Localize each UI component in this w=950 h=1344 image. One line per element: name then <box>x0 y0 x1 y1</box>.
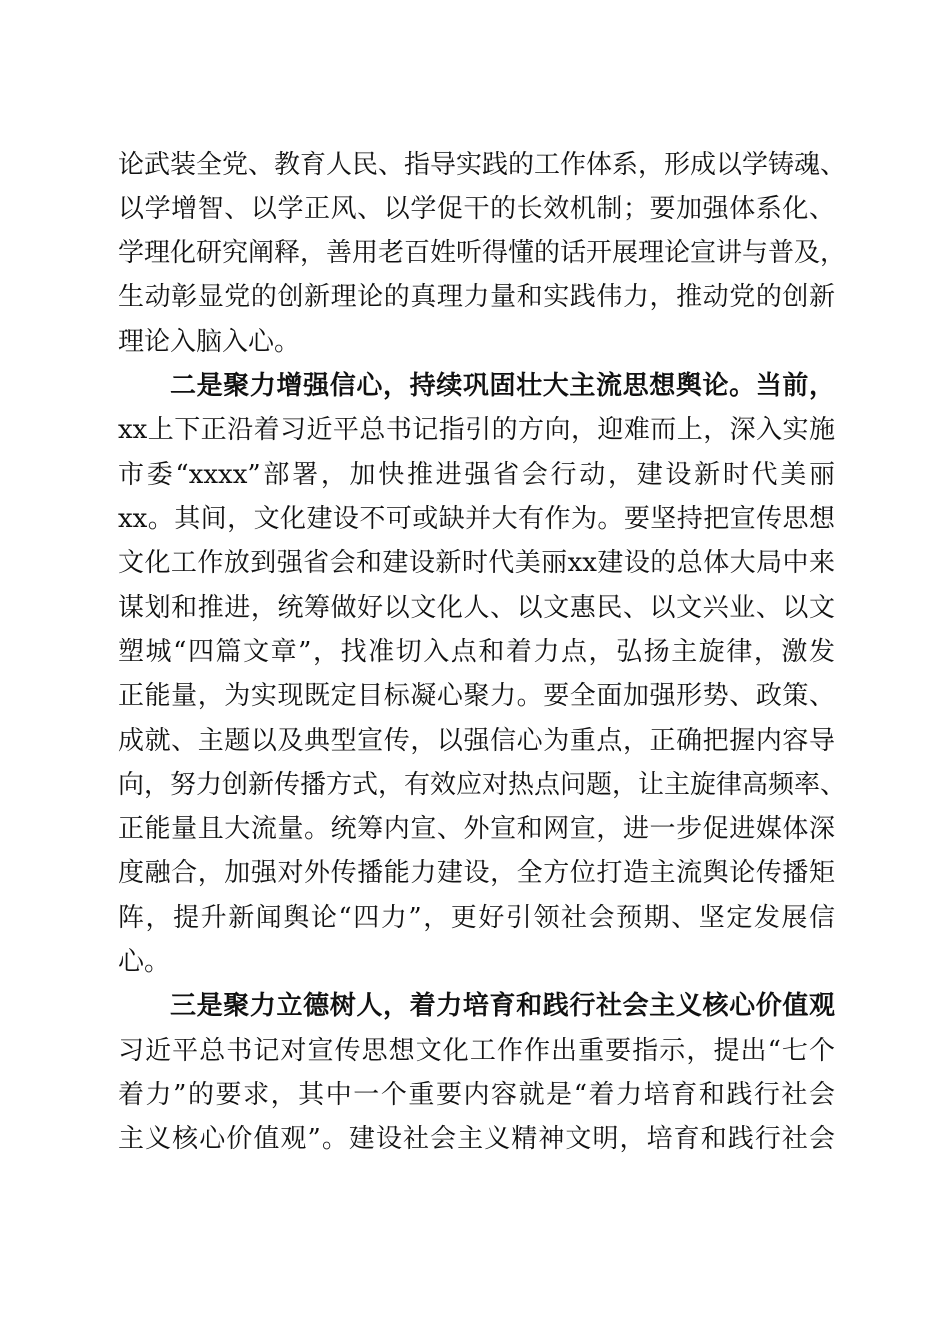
text-line: 文化工作放到强省会和建设新时代美丽xx建设的总体大局中来 <box>118 548 835 578</box>
text-line: 塑城“四篇文章”，找准切入点和着力点，弘扬主旋律，激发 <box>118 637 835 667</box>
text-line: 正能量，为实现既定目标凝心聚力。要全面加强形势、政策、 <box>118 681 835 711</box>
text-line: xx上下正沿着习近平总书记指引的方向，迎难而上，深入实施 <box>118 415 835 445</box>
text-line: 着力”的要求，其中一个重要内容就是“着力培育和践行社会 <box>118 1080 835 1110</box>
text-line: 阵，提升新闻舆论“四力”，更好引领社会预期、坚定发展信 <box>118 903 835 933</box>
text-line: 主义核心价值观”。建设社会主义精神文明，培育和践行社会 <box>118 1124 835 1154</box>
text-line: 以学增智、以学正风、以学促干的长效机制；要加强体系化、 <box>118 194 835 224</box>
section-heading-2: 二是聚力增强信心，持续巩固壮大主流思想舆论。当前， <box>170 371 835 401</box>
text-line: 论武装全党、教育人民、指导实践的工作体系，形成以学铸魂、 <box>118 150 847 180</box>
text-line: 习近平总书记对宣传思想文化工作作出重要指示，提出“七个 <box>118 1036 835 1066</box>
text-line: 心。 <box>118 947 171 977</box>
text-line: 正能量且大流量。统筹内宣、外宣和网宣，进一步促进媒体深 <box>118 814 835 844</box>
text-line: 市委“xxxx”部署，加快推进强省会行动，建设新时代美丽 <box>118 460 835 490</box>
text-line: 向，努力创新传播方式，有效应对热点问题，让主旋律高频率、 <box>118 770 847 800</box>
text-line: 学理化研究阐释，善用老百姓听得懂的话开展理论宣讲与普及， <box>118 238 847 268</box>
text-line: 度融合，加强对外传播能力建设，全方位打造主流舆论传播矩 <box>118 858 835 888</box>
text-line: 成就、主题以及典型宣传，以强信心为重点，正确把握内容导 <box>118 726 835 756</box>
text-line: 理论入脑入心。 <box>118 327 301 357</box>
text-line: 生动彰显党的创新理论的真理力量和实践伟力，推动党的创新 <box>118 282 835 312</box>
text-line: xx。其间，文化建设不可或缺并大有作为。要坚持把宣传思想 <box>118 504 835 534</box>
section-heading-3: 三是聚力立德树人，着力培育和践行社会主义核心价值观 <box>170 991 835 1021</box>
text-line: 谋划和推进，统筹做好以文化人、以文惠民、以文兴业、以文 <box>118 593 835 623</box>
